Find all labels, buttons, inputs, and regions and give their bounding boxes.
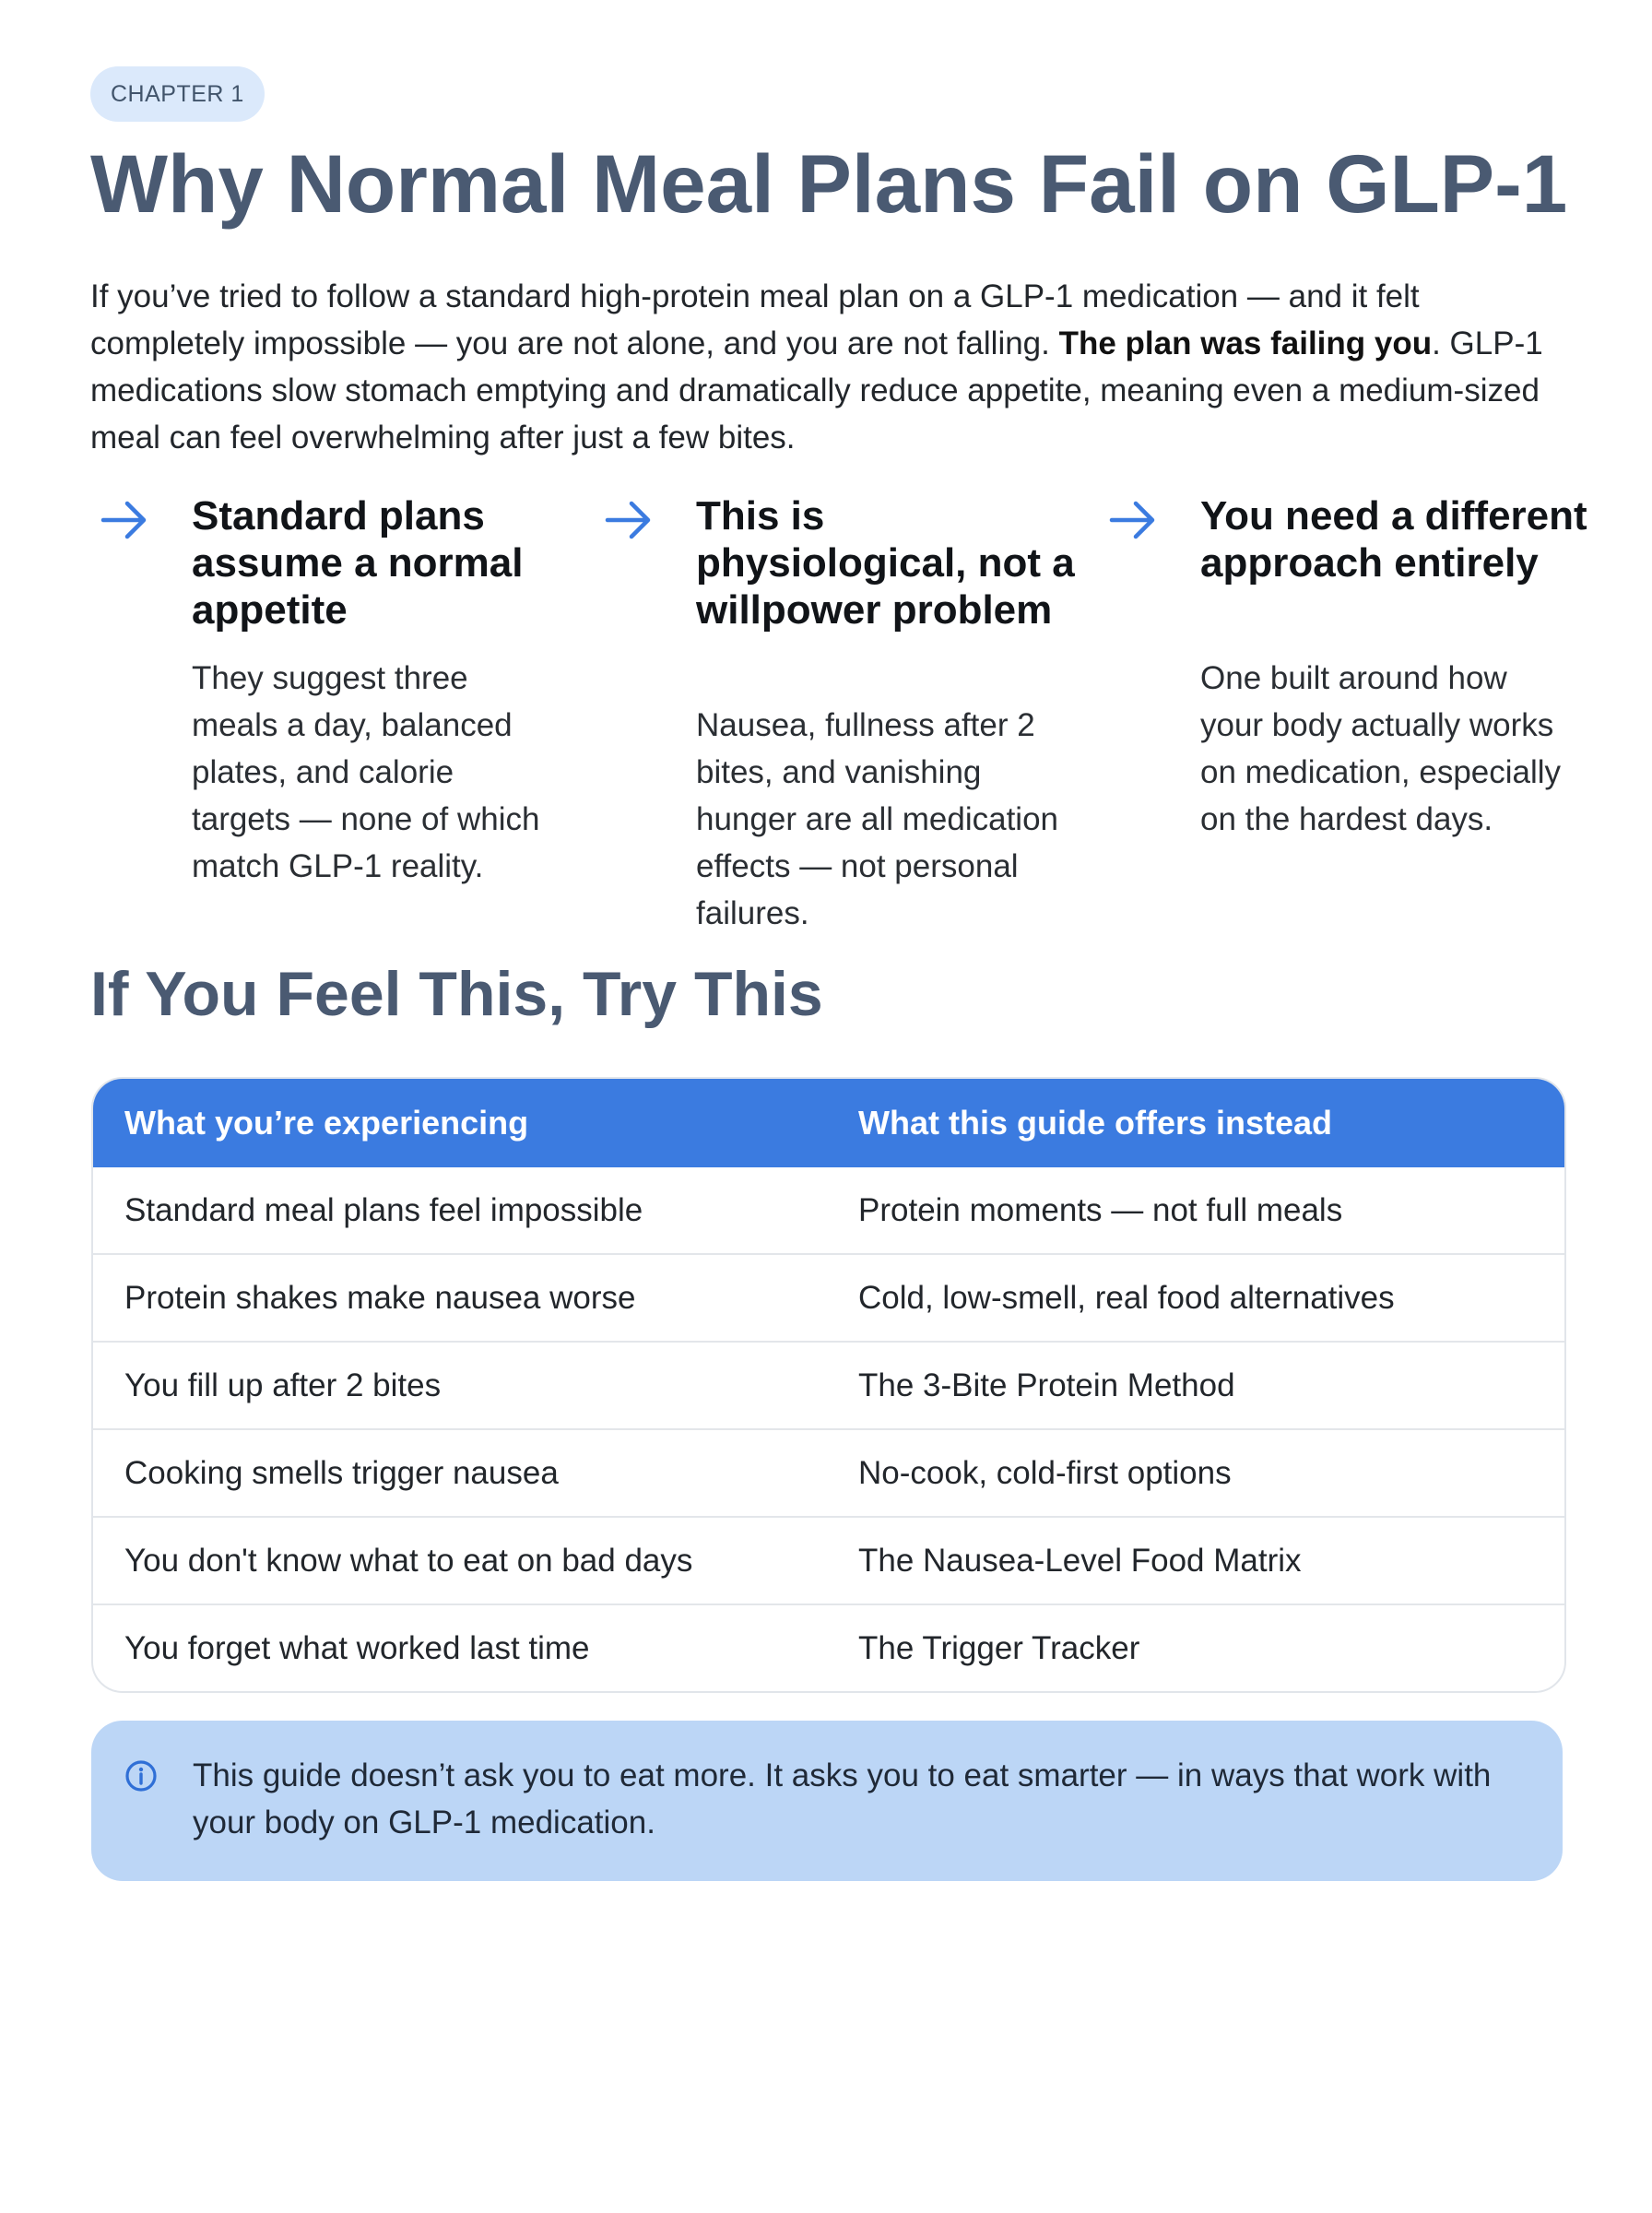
- chapter-badge: CHAPTER 1: [90, 66, 265, 122]
- table-cell: You don't know what to eat on bad days: [124, 1542, 693, 1579]
- point-body: They suggest three meals a day, balanced plates, and calorie targets — none of which match GLP-1 reality.: [192, 660, 540, 884]
- info-callout: [91, 1721, 1563, 1881]
- point-title: This is physiological, not a willpower problem: [696, 493, 1075, 633]
- table-cell: The Trigger Tracker: [858, 1629, 1140, 1666]
- info-icon: [124, 1759, 158, 1793]
- table-cell: Standard meal plans feel impossible: [124, 1191, 643, 1228]
- callout-text: This guide doesn’t ask you to eat more. It asks you to eat smarter — in ways that work with your body on GLP-1 medication.: [193, 1757, 1492, 1840]
- page-title: Why Normal Meal Plans Fail on GLP-1: [90, 137, 1568, 230]
- table-row: [93, 1604, 1564, 1691]
- table-cell: No-cook, cold-first options: [858, 1454, 1232, 1491]
- table-cell: You forget what worked last time: [124, 1629, 590, 1666]
- table-cell: The Nausea-Level Food Matrix: [858, 1542, 1302, 1579]
- table-row: [93, 1341, 1564, 1428]
- table-cell: Protein shakes make nausea worse: [124, 1279, 636, 1316]
- table-cell: Protein moments — not full meals: [858, 1191, 1343, 1228]
- table-cell: Cold, low-smell, real food alternatives: [858, 1279, 1395, 1316]
- arrow-right-icon: [100, 498, 151, 542]
- point-title: You need a different approach entirely: [1200, 493, 1587, 586]
- table-cell: The 3-Bite Protein Method: [858, 1367, 1235, 1403]
- intro-text-start: If you’ve tried to follow a standard high-protein meal plan on a GLP-1 medication — and it felt completely impossible — you are not alone, and you are not falling.: [90, 278, 1420, 361]
- point-body: One built around how your body actually works on medication, especially on the hardest days.: [1200, 660, 1562, 837]
- table-row: [93, 1428, 1564, 1516]
- intro-paragraph: [90, 273, 1575, 461]
- comparison-table: [91, 1077, 1566, 1693]
- table-cell: Cooking smells trigger nausea: [124, 1454, 559, 1491]
- intro-text-bold: The plan was failing you: [1058, 325, 1433, 361]
- table-body: [93, 1167, 1564, 1691]
- table-row: [93, 1253, 1564, 1341]
- intro-text-end: . GLP-1 medications slow stomach emptying and dramatically reduce appetite, meaning even a medium-sized meal can feel overwhelming after just a few bites.: [90, 325, 1543, 456]
- section-title: If You Feel This, Try This: [90, 959, 823, 1029]
- table-header-cell: What this guide offers instead: [858, 1104, 1333, 1142]
- table-header: [93, 1079, 1564, 1167]
- table-row: [93, 1516, 1564, 1604]
- table-cell: You fill up after 2 bites: [124, 1367, 442, 1403]
- arrow-right-icon: [1108, 498, 1160, 542]
- table-header-cell: What you’re experiencing: [124, 1104, 529, 1142]
- arrow-right-icon: [604, 498, 655, 542]
- point-title: Standard plans assume a normal appetite: [192, 493, 524, 633]
- table-row: [93, 1167, 1564, 1253]
- point-body: Nausea, fullness after 2 bites, and vanishing hunger are all medication effects — not personal failures.: [696, 707, 1059, 931]
